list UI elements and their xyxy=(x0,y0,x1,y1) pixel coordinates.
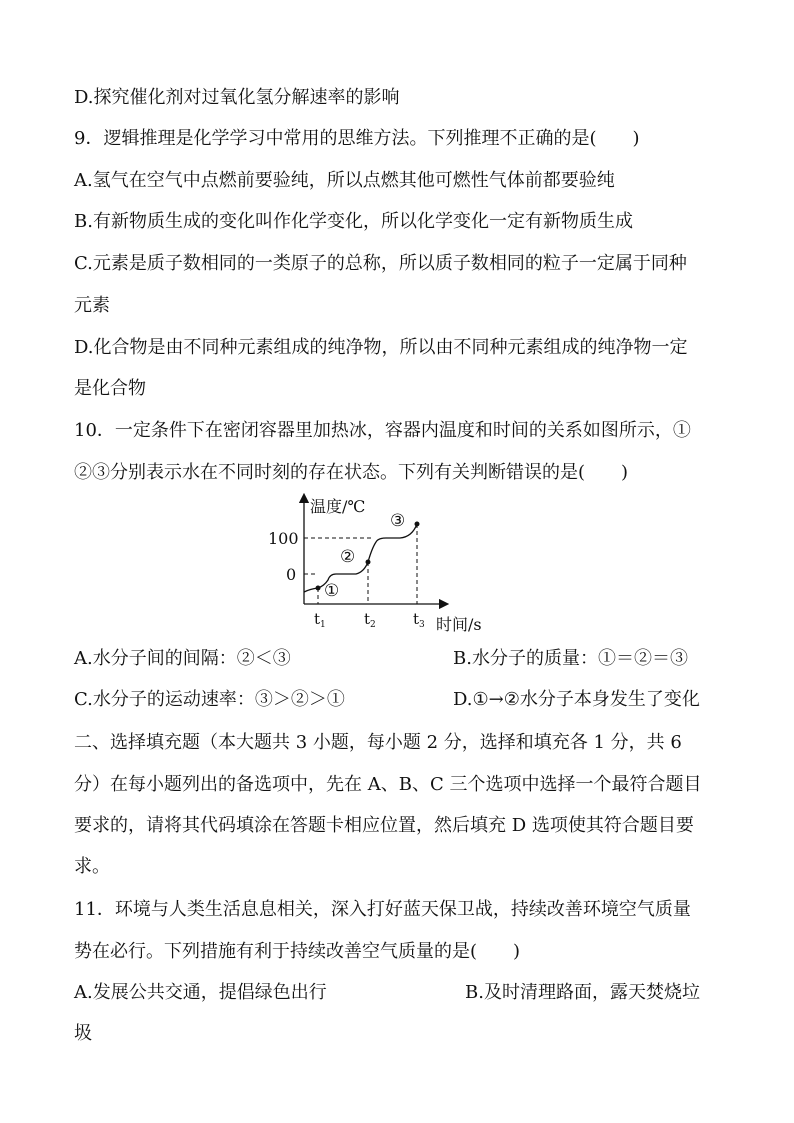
q10-option-b: B.水分子的质量：①＝②＝③ xyxy=(453,648,688,669)
temperature-time-figure xyxy=(260,492,500,638)
y-tick-0: 0 xyxy=(286,565,297,584)
y-tick-100: 100 xyxy=(268,529,299,548)
x-axis-label: 时间/s xyxy=(436,615,482,634)
section2-line3: 要求的，请将其代码填涂在答题卡相应位置，然后填充 D 选项使其符合题目要 xyxy=(74,815,694,836)
q9-option-b: B.有新物质生成的变化叫作化学变化，所以化学变化一定有新物质生成 xyxy=(74,211,633,232)
q9-option-d-line1: D.化合物是由不同种元素组成的纯净物，所以由不同种元素组成的纯净物一定 xyxy=(74,337,688,358)
q8-option-d: D.探究催化剂对过氧化氢分解速率的影响 xyxy=(74,87,400,108)
q9-stem: 9．逻辑推理是化学学习中常用的思维方法。下列推理不正确的是( ) xyxy=(74,128,640,149)
point-state-3 xyxy=(415,522,420,527)
state-label-1: ① xyxy=(324,581,340,601)
q10-option-d: D.①→②水分子本身发生了变化 xyxy=(453,689,700,710)
q11-option-a: A.发展公共交通，提倡绿色出行 xyxy=(74,982,327,1003)
point-state-1 xyxy=(316,586,321,591)
q9-option-c-line1: C.元素是质子数相同的一类原子的总称，所以质子数相同的粒子一定属于同种 xyxy=(74,253,687,274)
state-label-3: ③ xyxy=(390,511,406,531)
state-label-2: ② xyxy=(340,547,356,567)
section2-line1: 二、选择填充题（本大题共 3 小题，每小题 2 分，选择和填充各 1 分，共 6 xyxy=(74,732,682,753)
x-tick-t1: $t_1$ xyxy=(314,610,326,630)
point-state-2 xyxy=(366,560,371,565)
q11-stem-line2: 势在必行。下列措施有利于持续改善空气质量的是( ) xyxy=(74,941,521,962)
q9-option-c-line2: 元素 xyxy=(74,295,110,316)
section2-line2: 分）在每小题列出的备选项中，先在 A、B、C 三个选项中选择一个最符合题目 xyxy=(74,774,702,795)
x-tick-t3: $t_3$ xyxy=(413,610,425,630)
q9-option-a: A.氢气在空气中点燃前要验纯，所以点燃其他可燃性气体前都要验纯 xyxy=(74,170,615,191)
temperature-curve xyxy=(304,524,417,592)
y-axis-label: 温度/℃ xyxy=(310,497,366,516)
q10-stem-line1: 10．一定条件下在密闭容器里加热冰，容器内温度和时间的关系如图所示，① xyxy=(74,420,691,441)
q11-option-b-line2: 圾 xyxy=(74,1023,92,1044)
q10-option-c: C.水分子的运动速率：③＞②＞① xyxy=(74,689,345,710)
q11-option-b-line1: B.及时清理路面，露天焚烧垃 xyxy=(465,982,700,1003)
q9-option-d-line2: 是化合物 xyxy=(74,378,146,399)
q11-stem-line1: 11．环境与人类生活息息相关，深入打好蓝天保卫战，持续改善环境空气质量 xyxy=(74,899,691,920)
x-tick-t2: $t_2$ xyxy=(364,610,376,630)
section2-line4: 求。 xyxy=(74,856,110,877)
q10-option-a: A.水分子间的间隔：②＜③ xyxy=(74,648,291,669)
q10-stem-line2: ②③分别表示水在不同时刻的存在状态。下列有关判断错误的是( ) xyxy=(74,462,629,483)
